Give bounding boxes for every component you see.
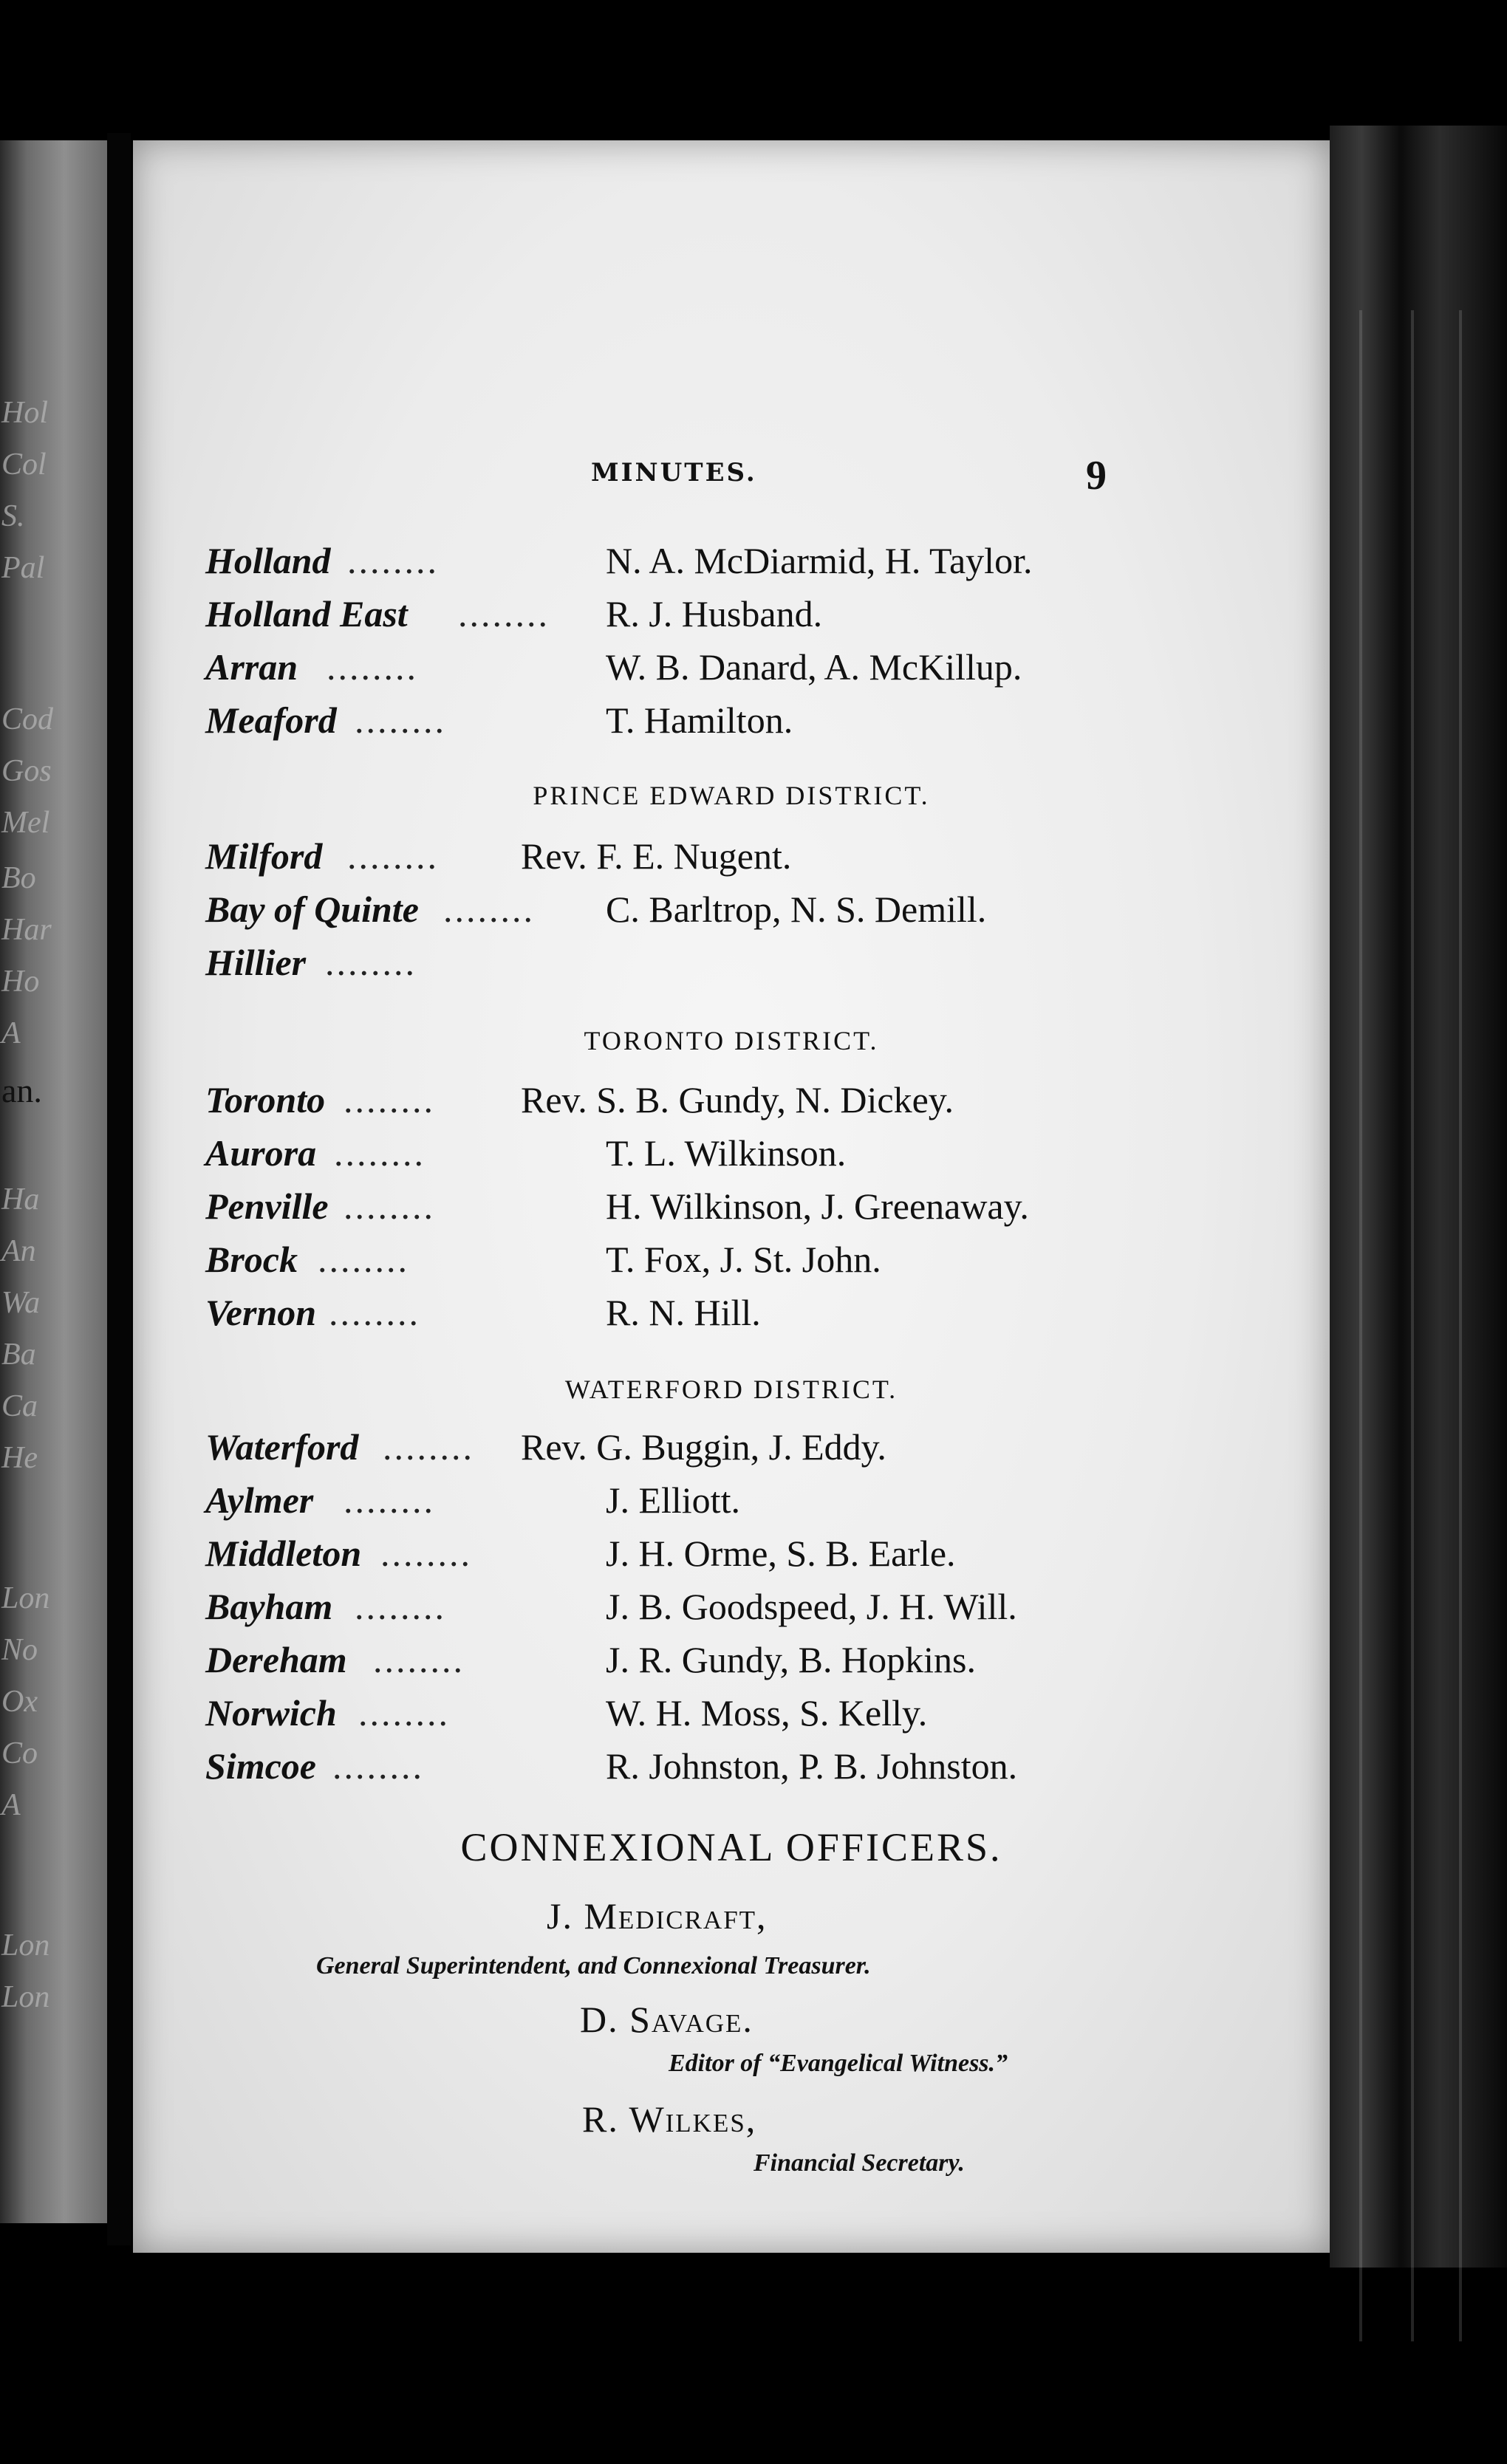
ministers: Rev. G. Buggin, J. Eddy. [521, 1426, 886, 1468]
facing-page-text-line: Har [1, 913, 52, 947]
book-gutter [107, 133, 131, 2245]
circuit-name: Middleton [205, 1533, 362, 1574]
officers-heading: CONNEXIONAL OFFICERS. [460, 1825, 1002, 1869]
page-header [133, 453, 1330, 502]
circuit-entry [133, 941, 1330, 988]
facing-page-text-line: Co [1, 1736, 38, 1770]
district-heading: PRINCE EDWARD DISTRICT. [533, 781, 930, 810]
page-edge-line [1459, 310, 1462, 2341]
officer-name: R. Wilkes, [582, 2098, 757, 2140]
circuit-name: Norwich [205, 1692, 337, 1734]
circuit-entry [133, 592, 1330, 640]
facing-page-text-line: Col [1, 448, 47, 482]
facing-page-text-line: Cod [1, 702, 54, 736]
facing-page-text-line: Mel [1, 806, 50, 840]
circuit-name: Holland East [205, 593, 408, 634]
facing-page-text-line: He [1, 1441, 38, 1475]
dot-leader: ........ [380, 1533, 472, 1574]
circuit-name: Vernon [205, 1292, 317, 1333]
facing-page-text-line: Bo [1, 861, 36, 895]
page-edge-line [1411, 310, 1414, 2341]
facing-page-left [0, 140, 107, 2223]
circuit-name: Dereham [205, 1639, 347, 1680]
book-page [133, 140, 1330, 2253]
facing-page-text-line: No [1, 1633, 38, 1667]
circuit-entry [133, 1132, 1330, 1179]
dot-leader: ........ [332, 1745, 424, 1787]
ministers: H. Wilkinson, J. Greenaway. [606, 1185, 1029, 1227]
officer-title: Financial Secretary. [754, 2149, 965, 2177]
facing-page-text-line: A [1, 1016, 21, 1050]
circuit-name: Milford [205, 835, 323, 877]
dot-leader: ........ [355, 1586, 446, 1627]
dot-leader: ........ [355, 699, 446, 741]
circuit-name: Aurora [205, 1132, 317, 1174]
facing-page-text-line: Ca [1, 1389, 38, 1423]
ministers: T. Hamilton. [606, 699, 793, 741]
facing-page-text-line: An [1, 1234, 36, 1268]
circuit-entry [133, 1238, 1330, 1285]
circuit-entry [133, 1638, 1330, 1686]
dot-leader: ........ [347, 540, 439, 581]
circuit-entry [133, 1426, 1330, 1473]
circuit-name: Waterford [205, 1426, 359, 1468]
circuit-name: Penville [205, 1185, 329, 1227]
circuit-name: Toronto [205, 1079, 326, 1120]
circuit-name: Brock [205, 1239, 298, 1280]
facing-page-text-line: Wa [1, 1286, 41, 1320]
circuit-entry [133, 1291, 1330, 1338]
ministers: R. Johnston, P. B. Johnston. [606, 1745, 1018, 1787]
facing-page-text-line: Lon [1, 1980, 50, 2014]
dot-leader: ........ [325, 942, 417, 983]
facing-page-text-line: Ho [1, 965, 40, 999]
circuit-entry [133, 1585, 1330, 1632]
ministers: R. N. Hill. [606, 1292, 761, 1333]
dot-leader: ........ [329, 1292, 420, 1333]
ministers: N. A. McDiarmid, H. Taylor. [606, 540, 1033, 581]
circuit-name: Bayham [205, 1586, 333, 1627]
facing-page-text-line: Gos [1, 754, 52, 788]
ministers: W. H. Moss, S. Kelly. [606, 1692, 928, 1734]
officer-name: D. Savage. [580, 1999, 754, 2040]
circuit-name: Bay of Quinte [205, 889, 419, 930]
circuit-name: Hillier [205, 942, 307, 983]
dot-leader: ........ [334, 1132, 426, 1174]
ministers: J. B. Goodspeed, J. H. Will. [606, 1586, 1017, 1627]
circuit-entry [133, 1479, 1330, 1526]
facing-page-text-line: Ox [1, 1685, 38, 1719]
dot-leader: ........ [383, 1426, 474, 1468]
facing-page-text-line: Pal [1, 551, 45, 585]
circuit-name: Aylmer [205, 1479, 314, 1521]
circuit-entry [133, 1078, 1330, 1126]
circuit-name: Simcoe [205, 1745, 316, 1787]
circuit-name: Meaford [205, 699, 337, 741]
circuit-entry [133, 888, 1330, 935]
page-edge-line [1359, 310, 1362, 2341]
facing-page-text-line: Lon [1, 1929, 50, 1962]
facing-page-text-line: Ha [1, 1183, 40, 1216]
facing-page-text-line: A [1, 1788, 21, 1822]
book-page-edge [1330, 126, 1507, 2268]
circuit-entry [133, 1532, 1330, 1579]
circuit-entry [133, 1691, 1330, 1739]
circuit-entry [133, 1185, 1330, 1232]
ministers: J. H. Orme, S. B. Earle. [606, 1533, 956, 1574]
facing-page-text-line: an. [1, 1072, 42, 1109]
officer-title: General Superintendent, and Connexional Treasurer. [316, 1952, 871, 1979]
facing-page-text-line: Ba [1, 1338, 36, 1372]
dot-leader: ........ [458, 593, 550, 634]
circuit-name: Holland [205, 540, 331, 581]
dot-leader: ........ [443, 889, 535, 930]
dot-leader: ........ [373, 1639, 465, 1680]
dot-leader: ........ [344, 1479, 435, 1521]
running-head: MINUTES. [591, 458, 757, 487]
ministers: T. L. Wilkinson. [606, 1132, 847, 1174]
dot-leader: ........ [318, 1239, 409, 1280]
circuit-entry [133, 539, 1330, 586]
ministers: Rev. F. E. Nugent. [521, 835, 792, 877]
facing-page-text-line: Lon [1, 1581, 50, 1615]
officer-name: J. Medicraft, [547, 1895, 768, 1937]
circuit-entry [133, 646, 1330, 693]
ministers: J. R. Gundy, B. Hopkins. [606, 1639, 976, 1680]
ministers: Rev. S. B. Gundy, N. Dickey. [521, 1079, 954, 1120]
facing-page-text-line: Hol [1, 396, 48, 430]
circuit-entry [133, 1745, 1330, 1792]
dot-leader: ........ [358, 1692, 450, 1734]
ministers: R. J. Husband. [606, 593, 823, 634]
district-heading: WATERFORD DISTRICT. [564, 1375, 898, 1404]
circuit-name: Arran [205, 646, 298, 688]
facing-page-text-line: S. [1, 499, 25, 533]
circuit-entry [133, 699, 1330, 746]
ministers: W. B. Danard, A. McKillup. [606, 646, 1022, 688]
ministers: T. Fox, J. St. John. [606, 1239, 881, 1280]
dot-leader: ........ [344, 1185, 435, 1227]
page-number: 9 [1086, 453, 1107, 499]
dot-leader: ........ [347, 835, 439, 877]
district-heading: TORONTO DISTRICT. [584, 1026, 879, 1055]
circuit-entry [133, 835, 1330, 882]
dot-leader: ........ [344, 1079, 435, 1120]
officer-title: Editor of “Evangelical Witness.” [669, 2050, 1008, 2077]
ministers: J. Elliott. [606, 1479, 740, 1521]
ministers: C. Barltrop, N. S. Demill. [606, 889, 987, 930]
dot-leader: ........ [327, 646, 418, 688]
